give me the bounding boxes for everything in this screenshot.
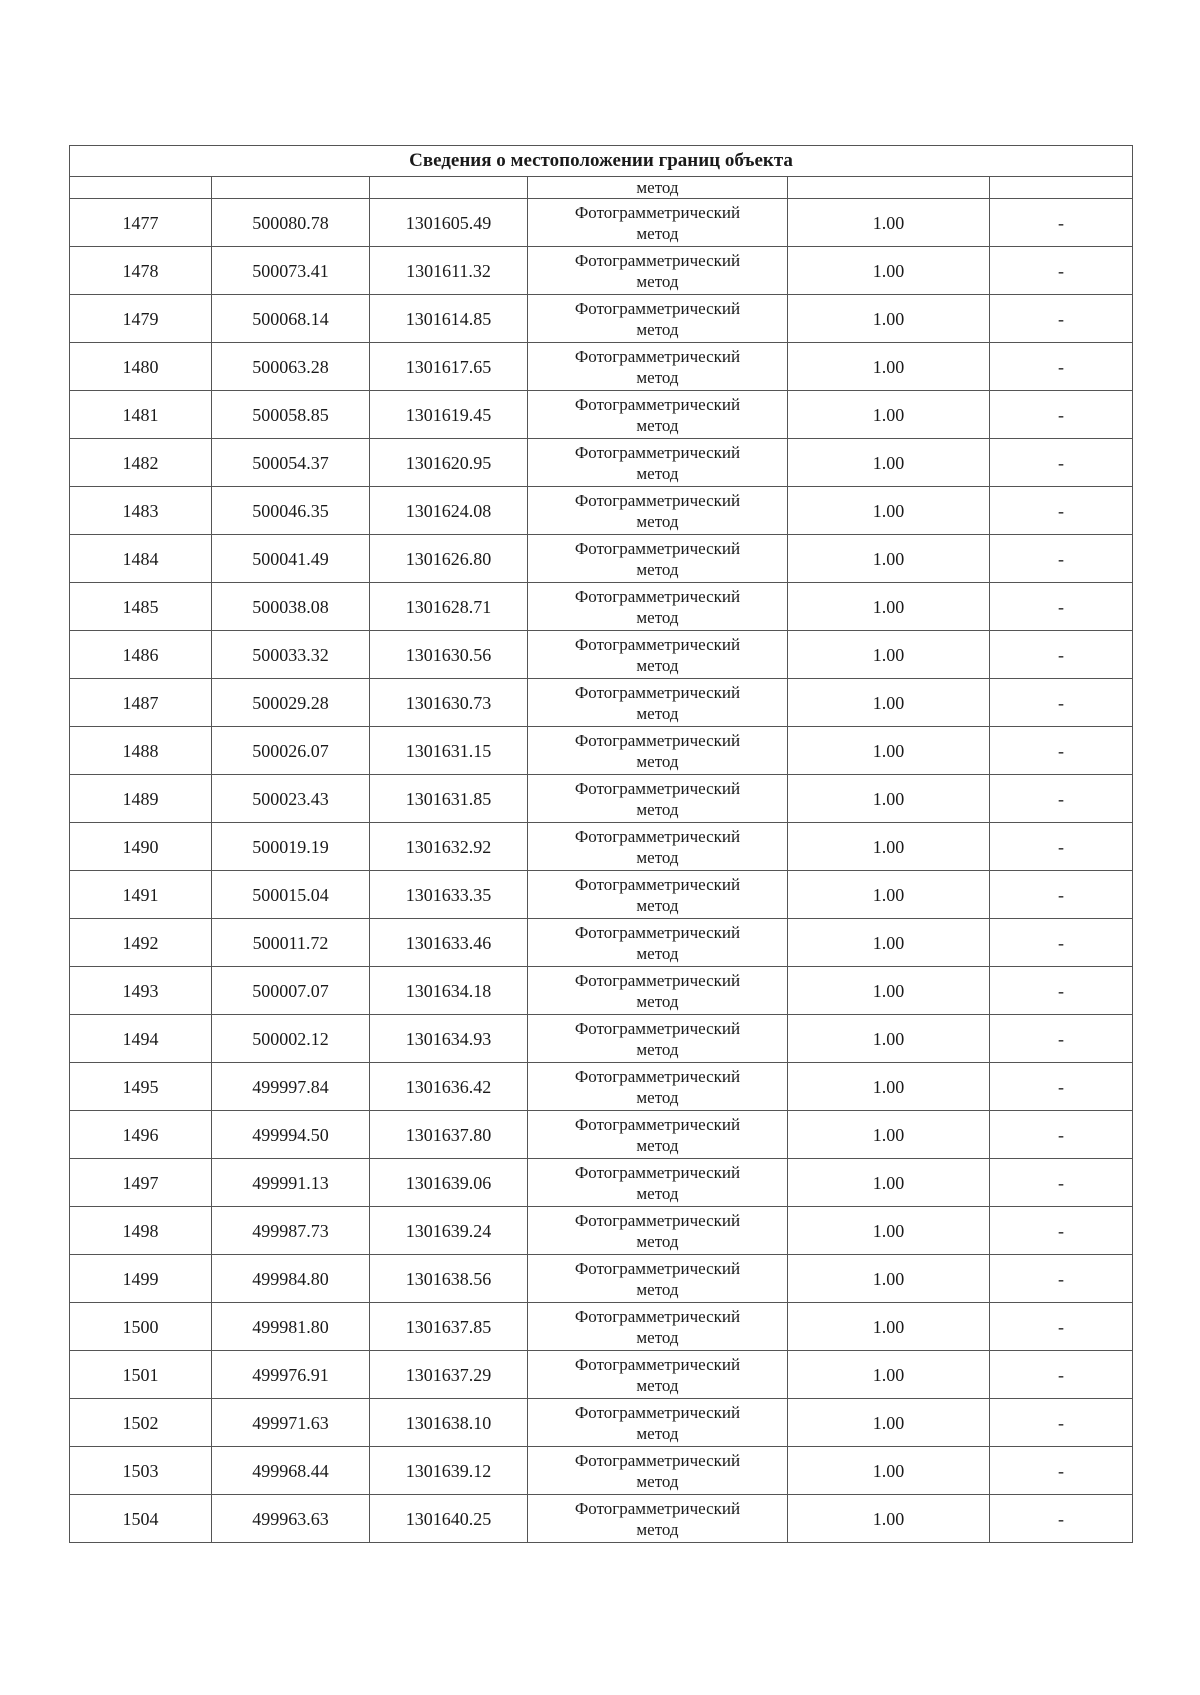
note-cell: - [990,1207,1133,1255]
table-row [70,247,1133,295]
note-cell: - [990,967,1133,1015]
method-line-1: Фотограмметрический [574,1210,741,1230]
note-cell: - [990,871,1133,919]
accuracy-cell: 1.00 [788,631,990,679]
method-line-1: Фотограмметрический [574,826,741,846]
point-number-cell: 1486 [70,631,212,679]
method-cell [528,727,788,775]
note-cell: - [990,487,1133,535]
method-line-1: Фотограмметрический [574,730,741,750]
method-line-2: метод [636,271,679,291]
accuracy-cell: 1.00 [788,439,990,487]
y-coordinate-cell: 1301634.18 [370,967,528,1015]
accuracy-cell: 1.00 [788,679,990,727]
method-line-2: метод [636,1327,679,1347]
method-cell [528,967,788,1015]
method-cell [528,1495,788,1543]
table-row [70,919,1133,967]
continued-cell-x [212,177,370,199]
x-coordinate-cell: 500038.08 [212,583,370,631]
table-row [70,967,1133,1015]
method-line-1: Фотограмметрический [574,394,741,414]
point-number-cell: 1496 [70,1111,212,1159]
point-number-cell: 1484 [70,535,212,583]
x-coordinate-cell: 500054.37 [212,439,370,487]
method-cell [528,871,788,919]
note-cell: - [990,775,1133,823]
table-row [70,1159,1133,1207]
method-line-1: Фотограмметрический [574,298,741,318]
y-coordinate-cell: 1301626.80 [370,535,528,583]
method-cell [528,1111,788,1159]
x-coordinate-cell: 499971.63 [212,1399,370,1447]
table-title: Сведения о местоположении границ объекта [70,146,1133,177]
method-line-1: Фотограмметрический [574,874,741,894]
y-coordinate-cell: 1301620.95 [370,439,528,487]
note-cell: - [990,919,1133,967]
point-number-cell: 1494 [70,1015,212,1063]
note-cell: - [990,1399,1133,1447]
point-number-cell: 1481 [70,391,212,439]
y-coordinate-cell: 1301632.92 [370,823,528,871]
point-number-cell: 1499 [70,1255,212,1303]
x-coordinate-cell: 500011.72 [212,919,370,967]
method-line-1: Фотограмметрический [574,778,741,798]
point-number-cell: 1501 [70,1351,212,1399]
table-row [70,1303,1133,1351]
note-cell: - [990,1063,1133,1111]
method-line-1: Фотограмметрический [574,922,741,942]
x-coordinate-cell: 499994.50 [212,1111,370,1159]
y-coordinate-cell: 1301628.71 [370,583,528,631]
x-coordinate-cell: 499976.91 [212,1351,370,1399]
method-line-2: метод [636,703,679,723]
method-cell [528,391,788,439]
continued-cell-number [70,177,212,199]
method-cell [528,1159,788,1207]
method-line-1: Фотограмметрический [574,970,741,990]
method-cell [528,1303,788,1351]
point-number-cell: 1502 [70,1399,212,1447]
accuracy-cell: 1.00 [788,1015,990,1063]
point-number-cell: 1504 [70,1495,212,1543]
y-coordinate-cell: 1301611.32 [370,247,528,295]
note-cell: - [990,343,1133,391]
continued-cell-note [990,177,1133,199]
method-line-2: метод [636,1423,679,1443]
note-cell: - [990,1111,1133,1159]
x-coordinate-cell: 500019.19 [212,823,370,871]
method-cell [528,439,788,487]
continued-cell-method: метод [528,177,788,199]
y-coordinate-cell: 1301639.06 [370,1159,528,1207]
method-cell [528,823,788,871]
boundary-coordinates-table [69,145,1133,1543]
accuracy-cell: 1.00 [788,343,990,391]
accuracy-cell: 1.00 [788,487,990,535]
y-coordinate-cell: 1301636.42 [370,1063,528,1111]
point-number-cell: 1483 [70,487,212,535]
method-cell [528,1447,788,1495]
note-cell: - [990,1159,1133,1207]
accuracy-cell: 1.00 [788,1495,990,1543]
accuracy-cell: 1.00 [788,823,990,871]
accuracy-cell: 1.00 [788,871,990,919]
note-cell: - [990,727,1133,775]
accuracy-cell: 1.00 [788,199,990,247]
note-cell: - [990,439,1133,487]
y-coordinate-cell: 1301633.46 [370,919,528,967]
method-line-2: метод [636,799,679,819]
method-line-1: Фотограмметрический [574,634,741,654]
y-coordinate-cell: 1301630.56 [370,631,528,679]
method-line-2: метод [636,415,679,435]
x-coordinate-cell: 500002.12 [212,1015,370,1063]
method-cell [528,1351,788,1399]
x-coordinate-cell: 500023.43 [212,775,370,823]
method-cell [528,295,788,343]
point-number-cell: 1480 [70,343,212,391]
method-line-1: Фотограмметрический [574,586,741,606]
accuracy-cell: 1.00 [788,295,990,343]
method-line-2: метод [636,223,679,243]
x-coordinate-cell: 500026.07 [212,727,370,775]
table-row [70,583,1133,631]
y-coordinate-cell: 1301619.45 [370,391,528,439]
method-cell [528,775,788,823]
table-row [70,727,1133,775]
y-coordinate-cell: 1301631.15 [370,727,528,775]
y-coordinate-cell: 1301617.65 [370,343,528,391]
y-coordinate-cell: 1301637.85 [370,1303,528,1351]
table-row [70,295,1133,343]
point-number-cell: 1498 [70,1207,212,1255]
method-line-2: метод [636,655,679,675]
point-number-cell: 1500 [70,1303,212,1351]
method-line-2: метод [636,463,679,483]
method-line-1: Фотограмметрический [574,1402,741,1422]
x-coordinate-cell: 500080.78 [212,199,370,247]
table-row [70,871,1133,919]
point-number-cell: 1492 [70,919,212,967]
note-cell: - [990,199,1133,247]
accuracy-cell: 1.00 [788,391,990,439]
accuracy-cell: 1.00 [788,1399,990,1447]
method-line-1: Фотограмметрический [574,1114,741,1134]
table-row [70,1255,1133,1303]
accuracy-cell: 1.00 [788,1303,990,1351]
method-line-2: метод [636,607,679,627]
table-body [70,146,1133,1543]
note-cell: - [990,823,1133,871]
continued-row [70,177,1133,199]
accuracy-cell: 1.00 [788,727,990,775]
table-row [70,1111,1133,1159]
method-line-2: метод [636,1279,679,1299]
table-row [70,1063,1133,1111]
table-row [70,343,1133,391]
y-coordinate-cell: 1301637.80 [370,1111,528,1159]
table-row [70,775,1133,823]
method-line-2: метод [636,847,679,867]
x-coordinate-cell: 499987.73 [212,1207,370,1255]
x-coordinate-cell: 500029.28 [212,679,370,727]
y-coordinate-cell: 1301631.85 [370,775,528,823]
table-row [70,1351,1133,1399]
accuracy-cell: 1.00 [788,1063,990,1111]
method-line-2: метод [636,1087,679,1107]
method-cell [528,583,788,631]
accuracy-cell: 1.00 [788,967,990,1015]
x-coordinate-cell: 499963.63 [212,1495,370,1543]
note-cell: - [990,1495,1133,1543]
note-cell: - [990,583,1133,631]
x-coordinate-cell: 499968.44 [212,1447,370,1495]
method-line-1: Фотограмметрический [574,1354,741,1374]
method-line-2: метод [636,1375,679,1395]
note-cell: - [990,1351,1133,1399]
table-row [70,199,1133,247]
point-number-cell: 1487 [70,679,212,727]
table-row [70,535,1133,583]
point-number-cell: 1493 [70,967,212,1015]
table-row [70,679,1133,727]
point-number-cell: 1488 [70,727,212,775]
method-line-1: Фотограмметрический [574,1162,741,1182]
method-line-1: Фотограмметрический [574,250,741,270]
table-title-row [70,146,1133,177]
method-line-2: метод [636,319,679,339]
point-number-cell: 1485 [70,583,212,631]
method-line-1: Фотограмметрический [574,442,741,462]
note-cell: - [990,1447,1133,1495]
method-line-2: метод [636,943,679,963]
y-coordinate-cell: 1301637.29 [370,1351,528,1399]
accuracy-cell: 1.00 [788,919,990,967]
table-row [70,1015,1133,1063]
y-coordinate-cell: 1301639.24 [370,1207,528,1255]
method-line-1: Фотограмметрический [574,682,741,702]
accuracy-cell: 1.00 [788,247,990,295]
method-cell [528,1207,788,1255]
x-coordinate-cell: 499991.13 [212,1159,370,1207]
method-cell [528,1399,788,1447]
table-row [70,1207,1133,1255]
method-line-2: метод [636,991,679,1011]
y-coordinate-cell: 1301624.08 [370,487,528,535]
method-cell [528,679,788,727]
x-coordinate-cell: 500015.04 [212,871,370,919]
method-line-1: Фотограмметрический [574,1258,741,1278]
method-cell [528,1063,788,1111]
table-row [70,487,1133,535]
note-cell: - [990,391,1133,439]
note-cell: - [990,1015,1133,1063]
x-coordinate-cell: 499984.80 [212,1255,370,1303]
x-coordinate-cell: 500033.32 [212,631,370,679]
point-number-cell: 1491 [70,871,212,919]
point-number-cell: 1495 [70,1063,212,1111]
method-cell [528,919,788,967]
method-cell [528,487,788,535]
method-cell [528,247,788,295]
method-cell [528,343,788,391]
continued-cell-y [370,177,528,199]
x-coordinate-cell: 500073.41 [212,247,370,295]
y-coordinate-cell: 1301640.25 [370,1495,528,1543]
method-cell [528,1015,788,1063]
note-cell: - [990,631,1133,679]
method-line-2: метод [636,1183,679,1203]
table-row [70,1447,1133,1495]
method-cell [528,1255,788,1303]
note-cell: - [990,1255,1133,1303]
method-line-2: метод [636,1135,679,1155]
y-coordinate-cell: 1301614.85 [370,295,528,343]
accuracy-cell: 1.00 [788,1111,990,1159]
y-coordinate-cell: 1301630.73 [370,679,528,727]
method-line-2: метод [636,559,679,579]
point-number-cell: 1477 [70,199,212,247]
method-line-2: метод [636,751,679,771]
x-coordinate-cell: 499997.84 [212,1063,370,1111]
note-cell: - [990,679,1133,727]
method-line-1: Фотограмметрический [574,202,741,222]
method-line-1: Фотограмметрический [574,1018,741,1038]
method-line-1: Фотограмметрический [574,1306,741,1326]
table-row [70,631,1133,679]
x-coordinate-cell: 500068.14 [212,295,370,343]
method-line-2: метод [636,1039,679,1059]
method-line-1: Фотограмметрический [574,538,741,558]
x-coordinate-cell: 500063.28 [212,343,370,391]
method-line-2: метод [636,1519,679,1539]
table-row [70,823,1133,871]
x-coordinate-cell: 500007.07 [212,967,370,1015]
accuracy-cell: 1.00 [788,1207,990,1255]
accuracy-cell: 1.00 [788,775,990,823]
point-number-cell: 1482 [70,439,212,487]
method-line-2: метод [636,511,679,531]
y-coordinate-cell: 1301605.49 [370,199,528,247]
note-cell: - [990,535,1133,583]
accuracy-cell: 1.00 [788,1447,990,1495]
accuracy-cell: 1.00 [788,1255,990,1303]
table-row [70,439,1133,487]
method-line-1: Фотограмметрический [574,1066,741,1086]
point-number-cell: 1503 [70,1447,212,1495]
y-coordinate-cell: 1301633.35 [370,871,528,919]
note-cell: - [990,247,1133,295]
table-row [70,1399,1133,1447]
y-coordinate-cell: 1301638.10 [370,1399,528,1447]
x-coordinate-cell: 500046.35 [212,487,370,535]
method-line-1: Фотограмметрический [574,1498,741,1518]
table-row [70,391,1133,439]
method-line-2: метод [636,1231,679,1251]
note-cell: - [990,295,1133,343]
method-line-2: метод [636,895,679,915]
method-line-2: метод [636,367,679,387]
method-line-2: метод [636,1471,679,1491]
point-number-cell: 1479 [70,295,212,343]
note-cell: - [990,1303,1133,1351]
y-coordinate-cell: 1301634.93 [370,1015,528,1063]
x-coordinate-cell: 499981.80 [212,1303,370,1351]
table-row [70,1495,1133,1543]
point-number-cell: 1497 [70,1159,212,1207]
x-coordinate-cell: 500041.49 [212,535,370,583]
method-cell [528,535,788,583]
point-number-cell: 1490 [70,823,212,871]
accuracy-cell: 1.00 [788,1159,990,1207]
method-line-1: Фотограмметрический [574,490,741,510]
continued-cell-accuracy [788,177,990,199]
y-coordinate-cell: 1301639.12 [370,1447,528,1495]
accuracy-cell: 1.00 [788,1351,990,1399]
point-number-cell: 1489 [70,775,212,823]
method-line-1: Фотограмметрический [574,1450,741,1470]
method-line-1: Фотограмметрический [574,346,741,366]
x-coordinate-cell: 500058.85 [212,391,370,439]
method-cell [528,631,788,679]
accuracy-cell: 1.00 [788,535,990,583]
y-coordinate-cell: 1301638.56 [370,1255,528,1303]
accuracy-cell: 1.00 [788,583,990,631]
point-number-cell: 1478 [70,247,212,295]
method-cell [528,199,788,247]
